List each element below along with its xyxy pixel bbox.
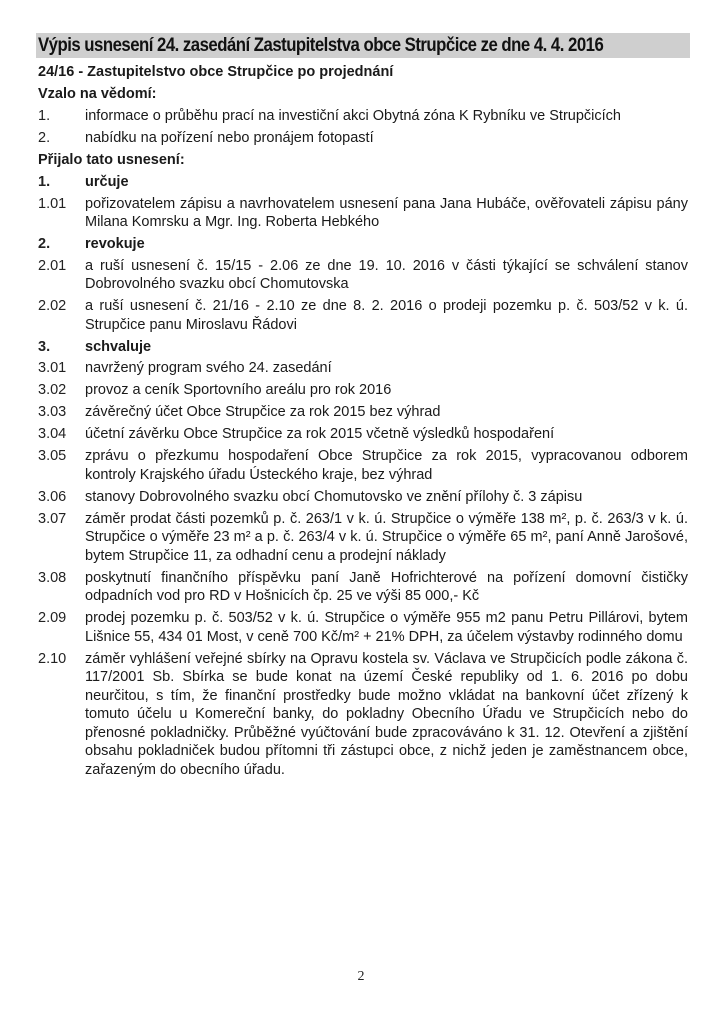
adopted-heading: Přijalo tato usnesení:: [38, 152, 185, 168]
section-label: revokuje: [85, 236, 145, 252]
resolution-item: [36, 379, 690, 401]
item-number: 3.08: [38, 569, 67, 586]
resolution-item: [36, 648, 690, 781]
resolution-item: [36, 357, 690, 379]
resolution-item: [36, 508, 690, 567]
section-label: schvaluje: [85, 338, 152, 355]
section-heading-urcuje: [36, 171, 690, 193]
item-number: 3.04: [38, 426, 67, 442]
item-number: 3.03: [38, 404, 67, 420]
noted-heading: Vzalo na vědomí:: [38, 86, 157, 102]
resolution-item: [36, 295, 690, 336]
item-text: a ruší usnesení č. 21/16 - 2.10 ze dne 8. 2. 2016 o prodeji pozemku p. č. 503/52 v k. ú. Strupčice panu Miroslavu Řádovi: [85, 298, 688, 333]
noted-item: [36, 105, 690, 127]
item-number: 2.09: [38, 610, 67, 626]
item-text: záměr prodat části pozemků p. č. 263/1 v k. ú. Strupčice o výměře 138 m², p. č. 263/3 v k. ú. Strupčice o výměře 23 m² a p. č. 263/4 v k. ú. Strupčice o výměře 65 m², paní Anně Jarošové, bytem Strupčice 11, za odhadní cenu a prodejní náklady: [85, 510, 688, 564]
item-number: 2.10: [38, 650, 67, 667]
noted-item: [36, 127, 690, 149]
document-page: [36, 33, 690, 781]
resolution-item: [36, 567, 690, 608]
section-number: 2.: [38, 236, 51, 252]
section-label: určuje: [85, 174, 129, 190]
item-text: prodej pozemku p. č. 503/52 v k. ú. Strupčice o výměře 955 m2 panu Petru Pillárovi, bytem Lišnice 55, 434 01 Most, v ceně 700 Kč/m² + 21% DPH, za účelem výstavby rodinného domu: [85, 610, 688, 645]
item-text: poskytnutí finančního příspěvku paní Janě Hofrichterové na pořízení domovní čističky odpadních vod pro RD v Hošnicích čp. 25 ve výši 85 000,- Kč: [85, 569, 688, 604]
document-title-bar: [36, 33, 690, 58]
resolution-item: [36, 423, 690, 445]
item-number: 1.01: [38, 195, 67, 212]
item-text: zprávu o přezkumu hospodaření Obce Strupčice za rok 2015, vypracovanou odborem kontroly Krajského úřadu Ústeckého kraje, bez výhrad: [85, 448, 688, 483]
item-number: 3.06: [38, 488, 67, 505]
item-text: stanovy Dobrovolného svazku obcí Chomutovsko ve znění přílohy č. 3 zápisu: [85, 488, 583, 505]
item-text: navržený program svého 24. zasedání: [85, 360, 332, 376]
section-heading-revokuje: [36, 233, 690, 255]
page-number: 2: [357, 969, 365, 984]
resolution-item: [36, 401, 690, 423]
item-number: 1.: [38, 108, 51, 124]
section-number: 3.: [38, 338, 51, 355]
item-number: 3.01: [38, 360, 67, 376]
item-text: nabídku na pořízení nebo pronájem fotopastí: [85, 130, 374, 146]
resolution-item: [36, 193, 690, 234]
section-number: 1.: [38, 174, 51, 190]
item-text: účetní závěrku Obce Strupčice za rok 2015 včetně výsledků hospodaření: [85, 426, 555, 442]
resolution-item: [36, 607, 690, 648]
item-text: závěrečný účet Obce Strupčice za rok 2015 bez výhrad: [85, 404, 441, 420]
document-title: Výpis usnesení 24. zasedání Zastupitelstva obce Strupčice ze dne 4. 4. 2016: [38, 34, 604, 56]
resolution-item: [36, 255, 690, 296]
item-number: 3.05: [38, 448, 67, 464]
item-text: informace o průběhu prací na investiční akci Obytná zóna K Rybníku ve Strupčicích: [85, 108, 621, 124]
item-text: záměr vyhlášení veřejné sbírky na Opravu kostela sv. Václava ve Strupčicích podle zákona č. 117/2001 Sb. Sbírka se bude konat na území České republiky od 1. 6. 2016 po dobu neurčitou, s tím, že finanční prostředky bude možno vkládat na bankovní účet zřízený k tomuto účelu u Komereční banky, do pokladny Obecního Úřadu ve Strupčicích nebo do přenosné pokladničky. Průběžné vyúčtování bude zpracováváno k 31. 12. Otevření a zjištění obsahu pokladniček budou přítomni tři zástupci obce, z nichž jeden je zaměstnancem obce, zařazeným do obecního úřadu.: [85, 650, 688, 778]
item-text: provoz a ceník Sportovního areálu pro rok 2016: [85, 382, 392, 398]
item-number: 3.02: [38, 382, 67, 398]
item-number: 3.07: [38, 510, 67, 527]
item-number: 2.02: [38, 298, 67, 314]
section-heading-schvaluje: [36, 336, 690, 358]
item-number: 2.: [38, 130, 51, 146]
resolution-item: [36, 486, 690, 508]
item-number: 2.01: [38, 257, 67, 274]
item-text: a ruší usnesení č. 15/15 - 2.06 ze dne 19. 10. 2016 v části týkající se schválení stanov Dobrovolného svazku obcí Chomutovska: [85, 257, 688, 292]
resolution-item: [36, 445, 690, 486]
resolution-intro: 24/16 - Zastupitelstvo obce Strupčice po projednání: [38, 64, 394, 80]
item-text: pořizovatelem zápisu a navrhovatelem usnesení pana Jana Hubáče, ověřovateli zápisu pány Milana Komrsku a Mgr. Ing. Roberta Hebkého: [85, 195, 688, 230]
